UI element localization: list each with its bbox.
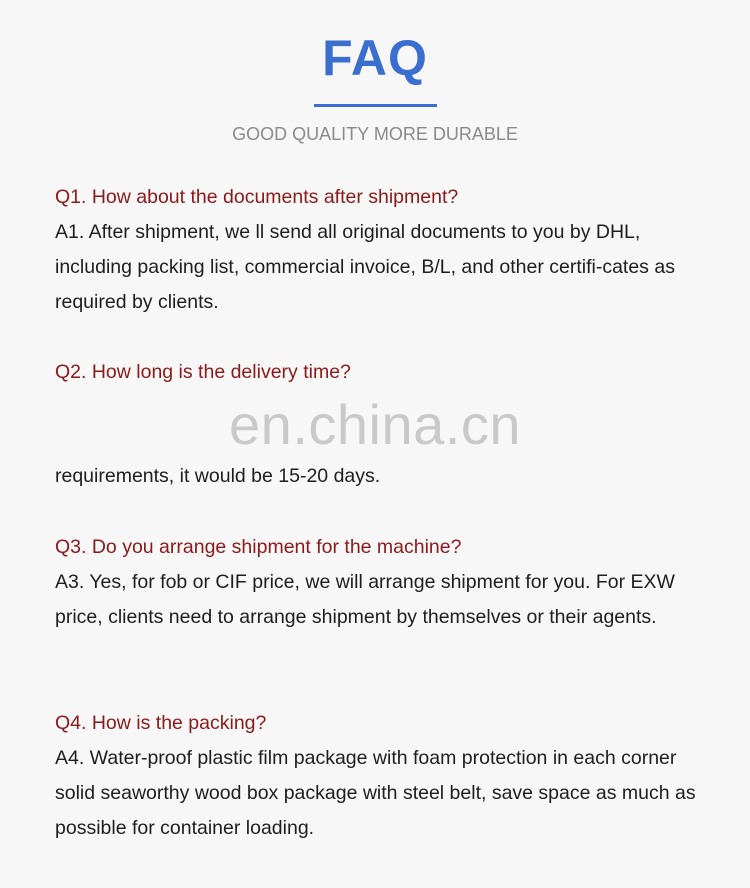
title-underline [314, 104, 437, 107]
faq-question-2: Q2. How long is the delivery time? [55, 361, 351, 383]
faq-item-4 [55, 706, 715, 846]
faq-answer-2: requirements, it would be 15-20 days. [55, 465, 381, 487]
faq-answer-2-wrap [55, 459, 715, 494]
faq-answer-3: A3. Yes, for fob or CIF price, we will arrange shipment for you. For EXW price, clients need to arrange shipment by themselves or their agents. [55, 571, 675, 628]
faq-item-2 [55, 355, 715, 390]
faq-question-1: Q1. How about the documents after shipment? [55, 186, 459, 208]
faq-answer-1: A1. After shipment, we ll send all original documents to you by DHL, including packing list, commercial invoice, B/L, and other certifi-cates as required by clients. [55, 221, 675, 313]
faq-answer-4: A4. Water-proof plastic film package with foam protection in each corner solid seaworthy wood box package with steel belt, save space as much as possible for container loading. [55, 747, 696, 839]
watermark-text: en.china.cn [229, 393, 521, 456]
faq-question-3: Q3. Do you arrange shipment for the machine? [55, 536, 462, 558]
faq-item-3 [55, 530, 715, 635]
page-title: FAQ [322, 30, 428, 86]
page-subtitle: GOOD QUALITY MORE DURABLE [232, 124, 518, 144]
faq-question-4: Q4. How is the packing? [55, 712, 267, 734]
faq-item-1 [55, 180, 715, 320]
